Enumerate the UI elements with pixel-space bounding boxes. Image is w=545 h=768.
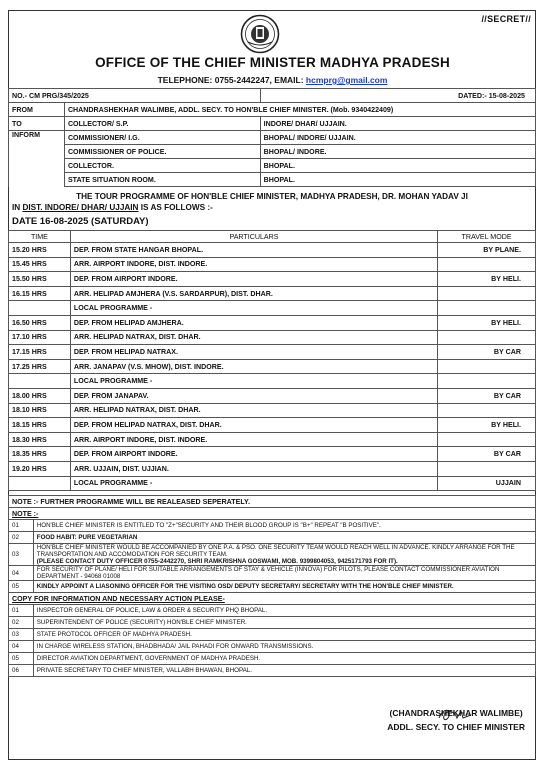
- note-item-text-body: FOR SECURITY OF PLANE/ HELI FOR SUITABLE ARRANGEMENTS OF STAY & VEHICLE (INNOVA) FOR PILOTS, PLEASE CONTACT COMMISSIONER AVIATION DEPARTMENT - 94068 01008: [36, 566, 500, 580]
- copy-item-text: [33, 617, 535, 629]
- recipient-role: COMMISSIONER OF POLICE.: [64, 145, 260, 159]
- schedule-row: [9, 403, 536, 418]
- schedule-time: 15.45 HRS: [9, 257, 71, 272]
- schedule-particulars: ARR. AIRPORT INDORE, DIST. INDORE.: [70, 432, 437, 447]
- schedule-travel-mode: BY HELI.: [438, 315, 536, 330]
- recipient-row: [9, 131, 536, 145]
- copy-item-text-body: DIRECTOR AVIATION DEPARTMENT, GOVERNMENT OF MADHYA PRADESH.: [36, 655, 261, 662]
- schedule-time: 17.25 HRS: [9, 359, 71, 374]
- note-item-row: [9, 520, 536, 532]
- signatory-designation: ADDL. SECY. TO CHIEF MINISTER: [387, 722, 525, 732]
- schedule-row: [9, 418, 536, 433]
- schedule-travel-mode: UJJAIN: [438, 476, 536, 491]
- schedule-time: 18.35 HRS: [9, 447, 71, 462]
- signature-block: [387, 706, 525, 734]
- copy-item-row: [9, 617, 536, 629]
- schedule-row: [9, 476, 536, 491]
- schedule-time: 18.30 HRS: [9, 432, 71, 447]
- header-table: [8, 88, 536, 187]
- copy-item-text-body: STATE PROTOCOL OFFICER OF MADHYA PRADESH.: [36, 631, 192, 638]
- email-link[interactable]: hcmprg@gmail.com: [305, 75, 388, 85]
- intro-suffix: IS AS FOLLOWS :-: [138, 203, 213, 212]
- schedule-row: [9, 243, 536, 258]
- schedule-time: 18.00 HRS: [9, 388, 71, 403]
- note-item-text: [33, 532, 535, 544]
- note-item-text-body: HON'BLE CHIEF MINISTER IS ENTITLED TO "Z+"SECURITY AND THEIR BLOOD GROUP IS "B+" REPEAT "B POSITIVE".: [36, 522, 381, 529]
- schedule-travel-mode: [438, 301, 536, 316]
- state-emblem: [240, 14, 280, 54]
- schedule-time: 15.20 HRS: [9, 243, 71, 258]
- schedule-particulars: DEP. FROM AIRPORT INDORE.: [70, 447, 437, 462]
- note-item-row: [9, 581, 536, 593]
- copy-item-number: 04: [9, 641, 34, 653]
- schedule-travel-mode: BY CAR: [438, 447, 536, 462]
- schedule-row: [9, 388, 536, 403]
- note-item-text: [33, 581, 535, 593]
- schedule-travel-mode: [438, 461, 536, 476]
- schedule-row: [9, 257, 536, 272]
- ref-row: [9, 89, 536, 103]
- inform-label: INFORM: [9, 131, 65, 187]
- telephone-text: TELEPHONE: 0755-2442247, EMAIL:: [157, 75, 306, 85]
- recipient-place: BHOPAL/ INDORE/ UJJAIN.: [260, 131, 535, 145]
- schedule-travel-mode: [438, 403, 536, 418]
- schedule-particulars: ARR. HELIPAD AMJHERA (V.S. SARDARPUR), DIST. DHAR.: [70, 286, 437, 301]
- schedule-travel-mode: [438, 330, 536, 345]
- tour-intro: [8, 191, 536, 213]
- recipient-place: BHOPAL/ INDORE.: [260, 145, 535, 159]
- schedule-particulars: ARR. JANAPAV (V.S. MHOW), DIST. INDORE.: [70, 359, 437, 374]
- schedule-time: [9, 374, 71, 389]
- column-header-travel-mode: TRAVEL MODE: [438, 231, 536, 243]
- schedule-particulars: DEP. FROM STATE HANGAR BHOPAL.: [70, 243, 437, 258]
- schedule-particulars: DEP. FROM JANAPAV.: [70, 388, 437, 403]
- schedule-particulars: LOCAL PROGRAMME -: [70, 301, 437, 316]
- intro-line-1: THE TOUR PROGRAMME OF HON'BLE CHIEF MINISTER, MADHYA PRADESH, DR. MOHAN YADAV JI: [76, 192, 468, 201]
- recipient-row: [9, 117, 536, 131]
- from-row: [9, 103, 536, 117]
- schedule-travel-mode: BY PLANE.: [438, 243, 536, 258]
- note-item-row: [9, 532, 536, 544]
- recipient-role: COLLECTOR/ S.P.: [64, 117, 260, 131]
- from-label: FROM: [9, 103, 65, 117]
- schedule-row: [9, 301, 536, 316]
- copy-item-row: [9, 629, 536, 641]
- copy-heading-row: [9, 593, 536, 605]
- note-item-text-body: FOOD HABIT: PURE VEGETARIAN: [36, 534, 138, 541]
- schedule-row: [9, 286, 536, 301]
- recipient-place: INDORE/ DHAR/ UJJAIN.: [260, 117, 535, 131]
- recipient-role: STATE SITUATION ROOM.: [64, 173, 260, 187]
- schedule-table: [8, 230, 536, 491]
- copy-item-row: [9, 665, 536, 677]
- further-programme-note-row: [9, 496, 536, 508]
- schedule-travel-mode: [438, 286, 536, 301]
- schedule-time: 19.20 HRS: [9, 461, 71, 476]
- copy-item-number: 05: [9, 653, 34, 665]
- copy-item-number: 03: [9, 629, 34, 641]
- note-item-row: [9, 566, 536, 581]
- intro-prefix: IN: [12, 203, 23, 212]
- schedule-particulars: DEP. FROM HELIPAD AMJHERA.: [70, 315, 437, 330]
- to-label: TO: [9, 117, 65, 131]
- schedule-row: [9, 447, 536, 462]
- recipient-row: [9, 173, 536, 187]
- copy-item-text-body: SUPERINTENDENT OF POLICE (SECURITY) HON'BLE CHIEF MINISTER.: [36, 619, 247, 626]
- schedule-row: [9, 461, 536, 476]
- office-title: OFFICE OF THE CHIEF MINISTER MADHYA PRADESH: [95, 55, 450, 70]
- further-programme-note: NOTE :- FURTHER PROGRAMME WILL BE REALEASED SEPERATELY.: [9, 496, 536, 508]
- notes-table: [8, 495, 536, 677]
- schedule-time: [9, 301, 71, 316]
- notes-heading: NOTE :-: [9, 508, 536, 520]
- schedule-time: 15.50 HRS: [9, 272, 71, 287]
- schedule-row: [9, 374, 536, 389]
- note-item-number: 01: [9, 520, 34, 532]
- notes-body: [9, 496, 536, 677]
- copy-item-text: [33, 605, 535, 617]
- recipient-role: COMMISSIONER/ I.G.: [64, 131, 260, 145]
- copy-item-number: 06: [9, 665, 34, 677]
- schedule-travel-mode: [438, 257, 536, 272]
- note-item-text: [33, 544, 535, 566]
- schedule-row: [9, 272, 536, 287]
- schedule-row: [9, 359, 536, 374]
- schedule-particulars: ARR. UJJAIN, DIST. UJJIAN.: [70, 461, 437, 476]
- schedule-travel-mode: [438, 359, 536, 374]
- copy-item-text-body: PRIVATE SECRETARY TO CHIEF MINISTER, VALLABH BHAWAN, BHOPAL.: [36, 667, 252, 674]
- recipient-place: BHOPAL.: [260, 173, 535, 187]
- schedule-particulars: LOCAL PROGRAMME -: [70, 374, 437, 389]
- schedule-travel-mode: [438, 374, 536, 389]
- note-item-text-body: HON'BLE CHIEF MINISTER WOULD BE ACCOMPANIED BY ONE P.A. & PSO. ONE SECURITY TEAM WOULD REACH WELL IN ADVANCE. KINDLY ARRANGE FOR THE TRANSPORTATION AND ACCOMODATION FOR SECURITY TEAM.: [36, 544, 515, 558]
- contact-line: [0, 75, 545, 85]
- note-item-extra: (PLEASE CONTACT DUTY OFFICER 0755-2442270, SHRI RAMKRISHNA GOSWAMI, MOB. 9399804053, 9425171793 FOR IT).: [36, 558, 398, 565]
- schedule-row: [9, 432, 536, 447]
- schedule-row: [9, 330, 536, 345]
- intro-places: DIST. INDORE/ DHAR/ UJJAIN: [22, 203, 139, 212]
- notes-heading-row: [9, 508, 536, 520]
- copy-item-row: [9, 641, 536, 653]
- schedule-particulars: LOCAL PROGRAMME -: [70, 476, 437, 491]
- copy-item-text: [33, 653, 535, 665]
- copy-item-text: [33, 629, 535, 641]
- date-heading: DATE 16-08-2025 (SATURDAY): [12, 216, 149, 227]
- schedule-time: 18.10 HRS: [9, 403, 71, 418]
- note-item-text: [33, 520, 535, 532]
- column-header-time: TIME: [9, 231, 71, 243]
- note-item-row: [9, 544, 536, 566]
- note-item-number: 03: [9, 544, 34, 566]
- schedule-travel-mode: BY CAR: [438, 388, 536, 403]
- copy-item-text: [33, 665, 535, 677]
- schedule-row: [9, 315, 536, 330]
- schedule-time: [9, 476, 71, 491]
- schedule-travel-mode: [438, 432, 536, 447]
- schedule-particulars: ARR. AIRPORT INDORE, DIST. INDORE.: [70, 257, 437, 272]
- intro-line-2: [8, 202, 536, 213]
- schedule-travel-mode: BY HELI.: [438, 272, 536, 287]
- schedule-travel-mode: BY HELI.: [438, 418, 536, 433]
- schedule-time: 16.50 HRS: [9, 315, 71, 330]
- schedule-particulars: DEP. FROM HELIPAD NATRAX, DIST. DHAR.: [70, 418, 437, 433]
- schedule-travel-mode: BY CAR: [438, 345, 536, 360]
- note-item-text-body: KINDLY APPOINT A LIASONING OFFICER FOR THE VISITING OSD/ DEPUTY SECRETARY/ SECRETARY WITH THE HON'BLE CHIEF MINISTER.: [36, 583, 454, 590]
- recipient-row: [9, 145, 536, 159]
- copy-item-number: 02: [9, 617, 34, 629]
- schedule-time: 17.15 HRS: [9, 345, 71, 360]
- note-item-number: 02: [9, 532, 34, 544]
- signatory-name: (CHANDRASHEKHAR WALIMBE): [389, 708, 523, 718]
- copy-heading: COPY FOR INFORMATION AND NECESSARY ACTION PLEASE-: [9, 593, 536, 605]
- schedule-particulars: DEP. FROM AIRPORT INDORE.: [70, 272, 437, 287]
- note-item-text: [33, 566, 535, 581]
- copy-item-number: 01: [9, 605, 34, 617]
- copy-item-text-body: INSPECTOR GENERAL OF POLICE, LAW & ORDER & SECURITY PHQ BHOPAL.: [36, 607, 268, 614]
- schedule-row: [9, 345, 536, 360]
- ref-number: NO.- CM PRG/345/2025: [9, 89, 261, 103]
- dated: DATED:- 15-08-2025: [260, 89, 535, 103]
- copy-item-text: [33, 641, 535, 653]
- schedule-particulars: DEP. FROM HELIPAD NATRAX.: [70, 345, 437, 360]
- recipient-place: BHOPAL.: [260, 159, 535, 173]
- note-item-number: 05: [9, 581, 34, 593]
- schedule-particulars: ARR. HELIPAD NATRAX, DIST. DHAR.: [70, 403, 437, 418]
- schedule-particulars: ARR. HELIPAD NATRAX, DIST. DHAR.: [70, 330, 437, 345]
- schedule-time: 17.10 HRS: [9, 330, 71, 345]
- schedule-body: [9, 231, 536, 491]
- schedule-header-row: [9, 231, 536, 243]
- copy-item-text-body: IN CHARGE WIRELESS STATION, BHADBHADA/ JAIL PAHADI FOR ONWARD TRANSMISSIONS.: [36, 643, 314, 650]
- classification-label: //SECRET//: [481, 14, 531, 24]
- copy-item-row: [9, 605, 536, 617]
- from-value: CHANDRASHEKHAR WALIMBE, ADDL. SECY. TO HON'BLE CHIEF MINISTER. (Mob. 9340422409): [64, 103, 535, 117]
- recipient-role: COLLECTOR.: [64, 159, 260, 173]
- note-item-number: 04: [9, 566, 34, 581]
- copy-item-row: [9, 653, 536, 665]
- schedule-time: 18.15 HRS: [9, 418, 71, 433]
- recipient-row: [9, 159, 536, 173]
- column-header-particulars: PARTICULARS: [70, 231, 437, 243]
- schedule-time: 16.15 HRS: [9, 286, 71, 301]
